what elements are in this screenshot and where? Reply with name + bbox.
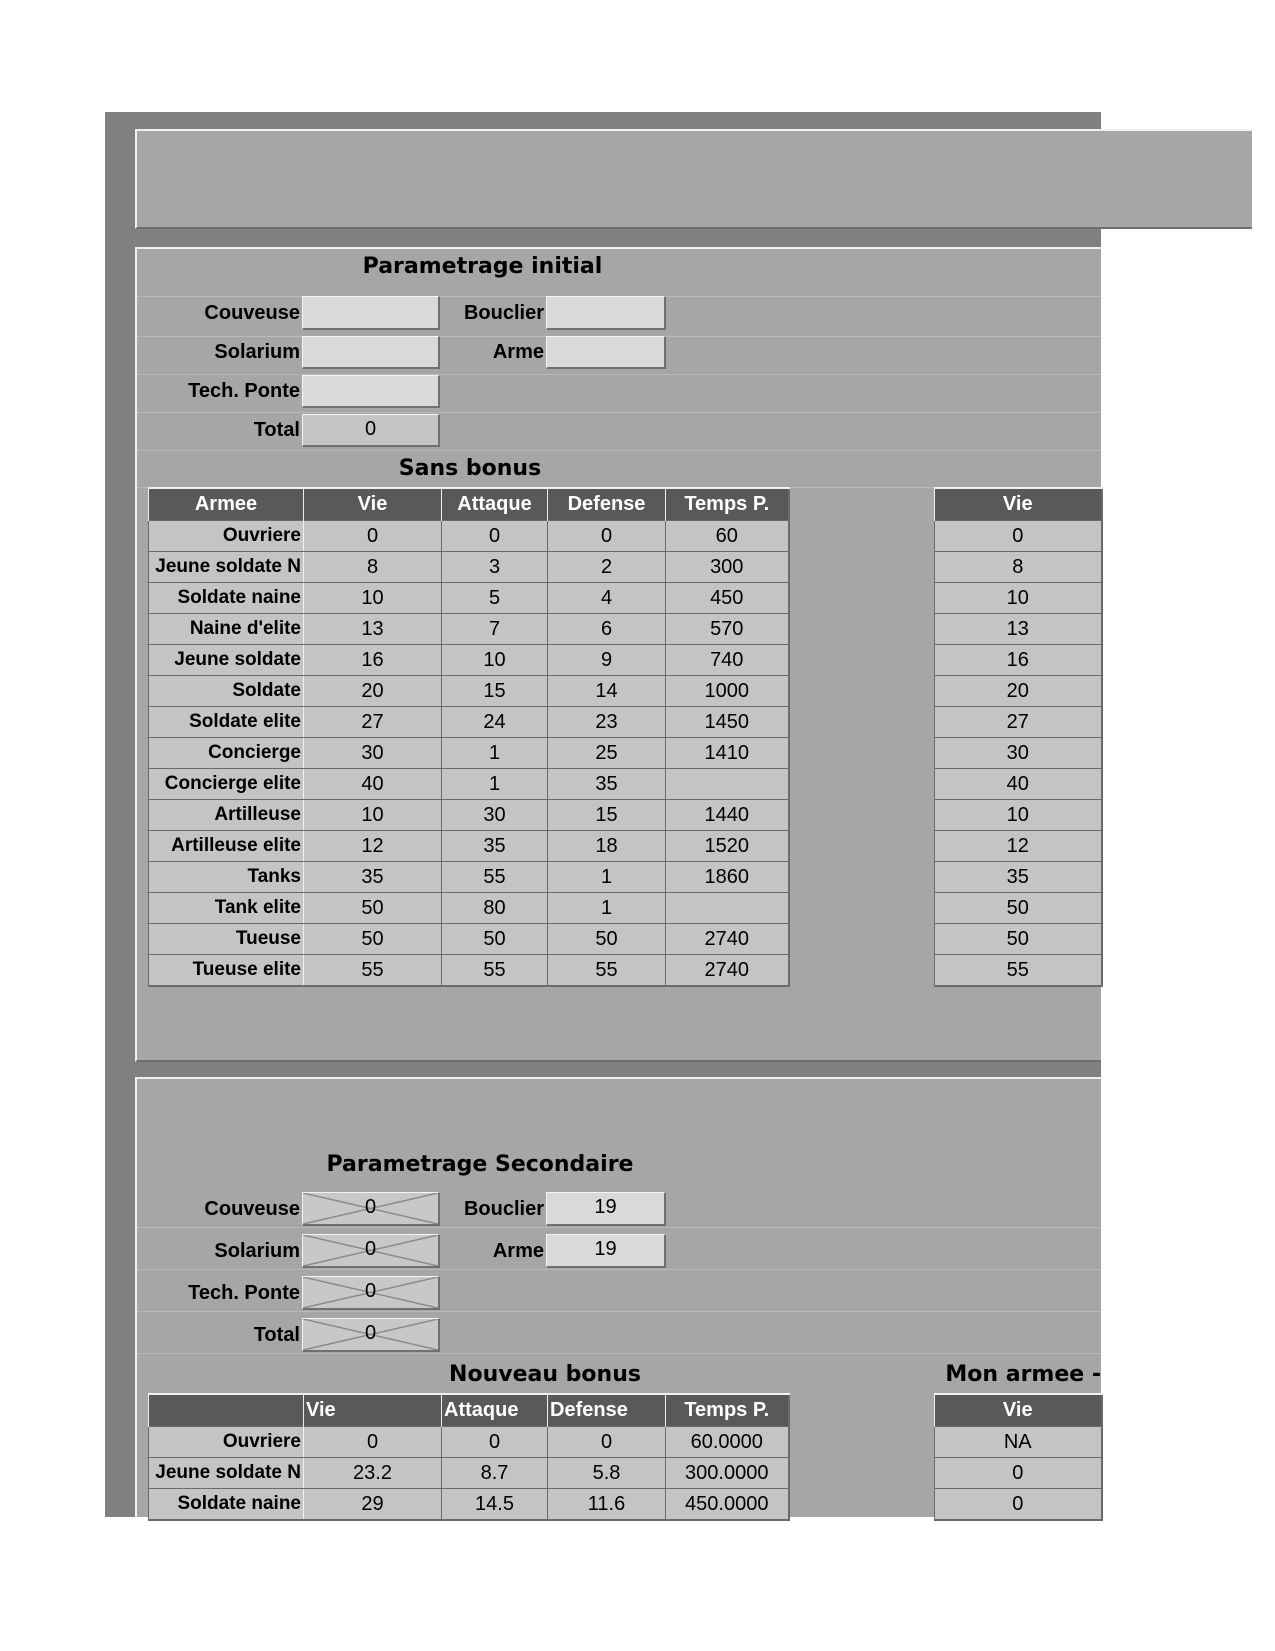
table-row: [935, 552, 1102, 583]
couveuse-secondaire-label: Couveuse: [204, 1198, 300, 1220]
row-label: Tueuse: [149, 924, 304, 955]
column-header-vie: Vie: [935, 1394, 1102, 1427]
column-header-defense: Defense: [548, 1394, 666, 1427]
row-label: Soldate naine: [149, 583, 304, 614]
table-header-row: [149, 1394, 789, 1427]
column-header-defense: Defense: [548, 488, 666, 521]
column-header-armee: Armee: [149, 488, 304, 521]
section-secondaire-title: Parametrage Secondaire: [326, 1152, 634, 1177]
section-initial-title: Parametrage initial: [362, 254, 603, 279]
cell-attaque[interactable]: 14.5: [442, 1489, 548, 1521]
solarium-secondaire-field: [302, 1234, 440, 1268]
table-row: [935, 1427, 1102, 1458]
cell-temps[interactable]: 1440: [666, 800, 789, 831]
table-row: [935, 676, 1102, 707]
table-row: [935, 893, 1102, 924]
cell-attaque[interactable]: 50: [442, 924, 548, 955]
table-row: [149, 1489, 789, 1521]
row-label: Tueuse elite: [149, 955, 304, 987]
total-secondaire-field: [302, 1318, 440, 1352]
cell-temps[interactable]: 1520: [666, 831, 789, 862]
cell-defense[interactable]: 50: [548, 924, 666, 955]
table-row: [935, 1489, 1102, 1521]
cell-attaque[interactable]: 3: [442, 552, 548, 583]
cell-temps[interactable]: 450.0000: [666, 1489, 789, 1521]
cell-temps[interactable]: 2740: [666, 955, 789, 987]
header-banner: [135, 129, 1252, 229]
arme-input[interactable]: [546, 336, 666, 369]
cell-vie[interactable]: 0: [304, 521, 442, 552]
table-row: [149, 800, 789, 831]
cell-vie[interactable]: 23.2: [304, 1458, 442, 1489]
row-label: Soldate elite: [149, 707, 304, 738]
row-label: Tanks: [149, 862, 304, 893]
cell-vie[interactable]: 20: [304, 676, 442, 707]
bouclier-secondaire-input[interactable]: 19: [546, 1192, 666, 1226]
table-row: [935, 521, 1102, 552]
table-row: [149, 521, 789, 552]
cell-vie[interactable]: 13: [935, 614, 1102, 645]
table-row: [149, 769, 789, 800]
tech-ponte-input[interactable]: [302, 375, 440, 408]
table-row: [935, 862, 1102, 893]
cell-defense[interactable]: 14: [548, 676, 666, 707]
table-row: [149, 614, 789, 645]
row-label: Concierge elite: [149, 769, 304, 800]
cell-vie[interactable]: 10: [935, 583, 1102, 614]
cell-attaque[interactable]: 55: [442, 955, 548, 987]
cell-defense[interactable]: 15: [548, 800, 666, 831]
row-label: Jeune soldate N: [149, 1458, 304, 1489]
cell-vie[interactable]: 10: [304, 583, 442, 614]
table-row: [149, 552, 789, 583]
cell-vie[interactable]: 16: [935, 645, 1102, 676]
table-row: [935, 800, 1102, 831]
column-header-temps: Temps P.: [666, 1394, 789, 1427]
row-label: Ouvriere: [149, 1427, 304, 1458]
column-header-attaque: Attaque: [442, 488, 548, 521]
table-row: [935, 707, 1102, 738]
cell-vie[interactable]: 0: [935, 521, 1102, 552]
row-label: Ouvriere: [149, 521, 304, 552]
cell-defense[interactable]: 18: [548, 831, 666, 862]
cell-temps[interactable]: 300: [666, 552, 789, 583]
cell-defense[interactable]: 2: [548, 552, 666, 583]
cell-defense[interactable]: 5.8: [548, 1458, 666, 1489]
couveuse-input[interactable]: [302, 296, 440, 330]
solarium-secondaire-label: Solarium: [214, 1240, 300, 1262]
cell-temps[interactable]: [666, 893, 789, 924]
couveuse-secondaire-field: [302, 1192, 440, 1226]
cell-temps[interactable]: 1860: [666, 862, 789, 893]
bouclier-input[interactable]: [546, 296, 666, 330]
cell-vie[interactable]: 20: [935, 676, 1102, 707]
table-header-row: [935, 1394, 1102, 1427]
column-header-vie: Vie: [304, 1394, 442, 1427]
column-header-vie: Vie: [304, 488, 442, 521]
cell-attaque[interactable]: 55: [442, 862, 548, 893]
bouclier-secondaire-label: Bouclier: [463, 1198, 544, 1220]
tech-ponte-secondaire-value: 0: [364, 1280, 377, 1302]
row-label: Soldate naine: [149, 1489, 304, 1521]
row-label: Tank elite: [149, 893, 304, 924]
solarium-secondaire-value: 0: [364, 1238, 377, 1260]
cell-vie[interactable]: 50: [935, 893, 1102, 924]
table-row: [935, 738, 1102, 769]
table-row: [935, 583, 1102, 614]
table-row: [935, 1458, 1102, 1489]
cell-temps[interactable]: 1410: [666, 738, 789, 769]
table-row: [149, 924, 789, 955]
cell-temps[interactable]: 60.0000: [666, 1427, 789, 1458]
cell-temps[interactable]: 450: [666, 583, 789, 614]
cell-vie[interactable]: 35: [935, 862, 1102, 893]
cell-temps[interactable]: [666, 769, 789, 800]
arme-secondaire-input[interactable]: 19: [546, 1234, 666, 1268]
cell-defense[interactable]: 35: [548, 769, 666, 800]
cell-defense[interactable]: 55: [548, 955, 666, 987]
cell-temps[interactable]: 1450: [666, 707, 789, 738]
nouveau-bonus-title: Nouveau bonus: [449, 1362, 641, 1387]
table-row: [149, 676, 789, 707]
table-row: [149, 645, 789, 676]
cell-vie[interactable]: 30: [935, 738, 1102, 769]
cell-temps[interactable]: 300.0000: [666, 1458, 789, 1489]
cell-attaque[interactable]: 0: [442, 1427, 548, 1458]
table-row: [935, 831, 1102, 862]
cell-vie[interactable]: 12: [304, 831, 442, 862]
cell-vie[interactable]: 12: [935, 831, 1102, 862]
cell-vie[interactable]: NA: [935, 1427, 1102, 1458]
cell-attaque[interactable]: 80: [442, 893, 548, 924]
cell-attaque[interactable]: 24: [442, 707, 548, 738]
cell-vie[interactable]: 55: [935, 955, 1102, 987]
cell-defense[interactable]: 6: [548, 614, 666, 645]
cell-vie[interactable]: 40: [304, 769, 442, 800]
cell-vie[interactable]: 13: [304, 614, 442, 645]
cell-defense[interactable]: 1: [548, 862, 666, 893]
table-row: [149, 893, 789, 924]
table-row: [149, 1427, 789, 1458]
mon-armee-title: Mon armee -: [945, 1362, 1101, 1387]
cell-vie[interactable]: 10: [304, 800, 442, 831]
row-label: Concierge: [149, 738, 304, 769]
sans-bonus-vie-table: [934, 487, 1103, 987]
cell-attaque[interactable]: 35: [442, 831, 548, 862]
cell-attaque[interactable]: 5: [442, 583, 548, 614]
row-label: Soldate: [149, 676, 304, 707]
solarium-label: Solarium: [214, 341, 300, 363]
cell-vie[interactable]: 50: [304, 893, 442, 924]
table-row: [149, 862, 789, 893]
cell-temps[interactable]: 570: [666, 614, 789, 645]
cell-attaque[interactable]: 0: [442, 521, 548, 552]
arme-label: Arme: [492, 341, 544, 363]
table-row: [935, 769, 1102, 800]
table-row: [935, 645, 1102, 676]
cell-vie[interactable]: 0: [935, 1489, 1102, 1521]
cell-vie[interactable]: 35: [304, 862, 442, 893]
cell-attaque[interactable]: 8.7: [442, 1458, 548, 1489]
sans-bonus-title: Sans bonus: [398, 456, 542, 481]
row-label: Artilleuse elite: [149, 831, 304, 862]
cell-defense[interactable]: 11.6: [548, 1489, 666, 1521]
column-header-temps: Temps P.: [666, 488, 789, 521]
cell-vie[interactable]: 16: [304, 645, 442, 676]
cell-vie[interactable]: 8: [304, 552, 442, 583]
cell-defense[interactable]: 0: [548, 521, 666, 552]
cell-defense[interactable]: 25: [548, 738, 666, 769]
cell-vie[interactable]: 50: [935, 924, 1102, 955]
cell-vie[interactable]: 0: [935, 1458, 1102, 1489]
cell-vie[interactable]: 10: [935, 800, 1102, 831]
row-label: Naine d'elite: [149, 614, 304, 645]
cell-attaque[interactable]: 1: [442, 738, 548, 769]
cell-vie[interactable]: 40: [935, 769, 1102, 800]
cell-vie[interactable]: 30: [304, 738, 442, 769]
table-row: [149, 1458, 789, 1489]
bouclier-label: Bouclier: [463, 302, 544, 324]
nouveau-bonus-table: [148, 1393, 790, 1521]
cell-vie[interactable]: 8: [935, 552, 1102, 583]
row-label: Artilleuse: [149, 800, 304, 831]
cell-attaque[interactable]: 10: [442, 645, 548, 676]
cell-defense[interactable]: 1: [548, 893, 666, 924]
total-value: 0: [302, 414, 440, 447]
sans-bonus-table: [148, 487, 790, 987]
cell-attaque[interactable]: 7: [442, 614, 548, 645]
cell-vie[interactable]: 55: [304, 955, 442, 987]
table-row: [149, 955, 789, 987]
couveuse-label: Couveuse: [204, 302, 300, 324]
cell-vie[interactable]: 0: [304, 1427, 442, 1458]
table-header-row: [149, 488, 789, 521]
table-row: [149, 831, 789, 862]
cell-vie[interactable]: 27: [935, 707, 1102, 738]
tech-ponte-secondaire-label: Tech. Ponte: [188, 1282, 300, 1304]
cell-temps[interactable]: 1000: [666, 676, 789, 707]
table-row: [935, 614, 1102, 645]
cell-defense[interactable]: 0: [548, 1427, 666, 1458]
column-header-attaque: Attaque: [442, 1394, 548, 1427]
couveuse-secondaire-value: 0: [364, 1196, 377, 1218]
column-header-empty: [149, 1394, 304, 1427]
cell-temps[interactable]: 740: [666, 645, 789, 676]
column-header-vie: Vie: [935, 488, 1102, 521]
cell-vie[interactable]: 29: [304, 1489, 442, 1521]
mon-armee-vie-table: [934, 1393, 1103, 1521]
row-label: Jeune soldate: [149, 645, 304, 676]
table-row: [149, 707, 789, 738]
row-label: Jeune soldate N: [149, 552, 304, 583]
total-secondaire-value: 0: [364, 1322, 377, 1344]
tech-ponte-secondaire-field: [302, 1276, 440, 1310]
cell-defense[interactable]: 4: [548, 583, 666, 614]
table-row: [149, 583, 789, 614]
cell-attaque[interactable]: 30: [442, 800, 548, 831]
tech-ponte-label: Tech. Ponte: [188, 380, 300, 402]
cell-attaque[interactable]: 15: [442, 676, 548, 707]
cell-defense[interactable]: 9: [548, 645, 666, 676]
solarium-input[interactable]: [302, 336, 440, 369]
arme-secondaire-label: Arme: [492, 1240, 544, 1262]
cell-vie[interactable]: 27: [304, 707, 442, 738]
cell-vie[interactable]: 50: [304, 924, 442, 955]
cell-temps[interactable]: 2740: [666, 924, 789, 955]
table-row: [935, 955, 1102, 987]
cell-defense[interactable]: 23: [548, 707, 666, 738]
cell-attaque[interactable]: 1: [442, 769, 548, 800]
table-row: [149, 738, 789, 769]
total-label: Total: [253, 419, 300, 441]
cell-temps[interactable]: 60: [666, 521, 789, 552]
table-header-row: [935, 488, 1102, 521]
total-secondaire-label: Total: [253, 1324, 300, 1346]
table-row: [935, 924, 1102, 955]
